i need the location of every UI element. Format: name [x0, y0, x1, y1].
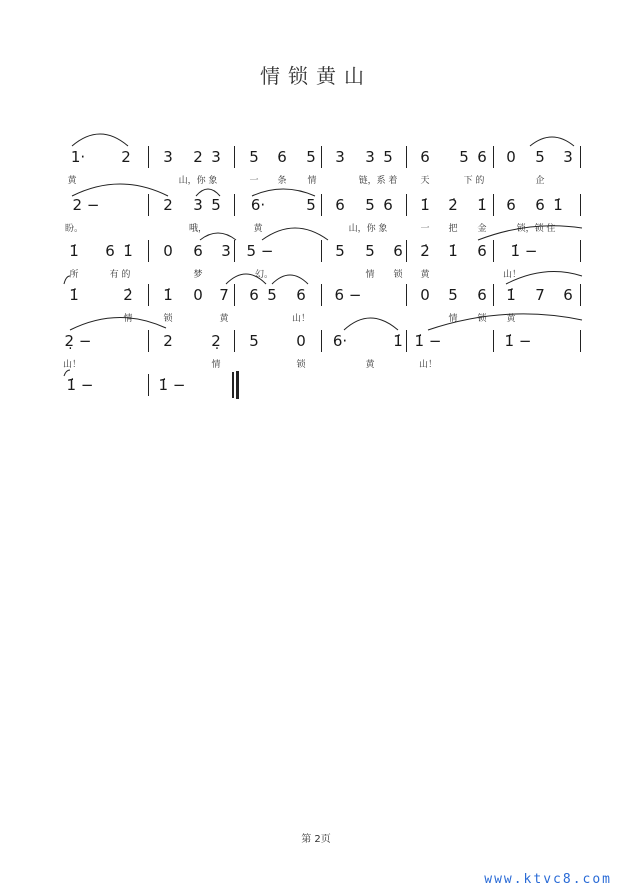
note: 6	[296, 286, 306, 304]
barline	[234, 240, 235, 262]
barline	[406, 194, 407, 216]
lyric: 企	[535, 176, 545, 186]
barline	[234, 330, 235, 352]
note: 1̇ −	[158, 376, 186, 394]
note: 2	[163, 196, 173, 214]
note: 3	[221, 242, 231, 260]
note-line	[68, 284, 584, 308]
note: 2 −	[72, 196, 100, 214]
lyric: 情	[211, 360, 221, 370]
lyric: 黄	[420, 270, 430, 280]
note: 1̇ −	[414, 332, 442, 350]
barline	[493, 194, 494, 216]
note: 1̇	[506, 286, 516, 304]
note: 1̇	[448, 242, 458, 260]
lyric: 黄	[253, 224, 263, 234]
score-row	[68, 374, 584, 426]
barline	[234, 146, 235, 168]
note: 7	[219, 286, 229, 304]
lyric: 幻。	[254, 270, 274, 280]
note: 5	[335, 242, 345, 260]
note: 1·	[70, 148, 86, 166]
note: 5	[306, 148, 316, 166]
note: 6	[193, 242, 203, 260]
barline	[321, 240, 322, 262]
score-row	[68, 284, 584, 336]
lyric: 一	[420, 224, 430, 234]
barline	[580, 146, 581, 168]
barline	[234, 194, 235, 216]
lyric: 情	[123, 314, 133, 324]
barline	[148, 284, 149, 306]
note: 6	[563, 286, 573, 304]
note: 5	[365, 242, 375, 260]
barline	[580, 240, 581, 262]
note: 0	[163, 242, 173, 260]
lyric: 黄	[365, 360, 375, 370]
score-row	[64, 194, 584, 246]
note: 2	[193, 148, 203, 166]
note: 6	[277, 148, 287, 166]
note: 5	[459, 148, 469, 166]
note: 2̣	[211, 332, 221, 350]
slur	[72, 134, 128, 146]
lyric: 黄	[219, 314, 229, 324]
note: 6	[477, 242, 487, 260]
note: 1̇	[420, 196, 430, 214]
note: 5	[365, 196, 375, 214]
note: 1̇ −	[66, 376, 94, 394]
barline	[232, 372, 234, 398]
note: 3	[365, 148, 375, 166]
barline	[148, 330, 149, 352]
note: 1̇ −	[510, 242, 538, 260]
note: 6	[477, 286, 487, 304]
lyric: 盼。	[64, 224, 84, 234]
lyric: 锁	[393, 270, 403, 280]
site-watermark: www.ktvc8.com	[484, 872, 612, 887]
lyric: 天	[420, 176, 430, 186]
lyric: 金	[477, 224, 487, 234]
note: 5	[249, 148, 259, 166]
note: 7	[535, 286, 545, 304]
lyric: 山，你 象	[178, 176, 218, 186]
note: 2̇	[448, 196, 458, 214]
lyric: 哦，	[188, 224, 208, 234]
slur	[530, 137, 574, 146]
note: 3	[193, 196, 203, 214]
note: 6·	[250, 196, 266, 214]
note-line	[64, 330, 584, 354]
lyric: 把	[448, 224, 458, 234]
barline	[234, 284, 235, 306]
lyric: 山！	[291, 314, 311, 324]
note: 1̇	[393, 332, 403, 350]
barline	[321, 146, 322, 168]
note: 3	[211, 148, 221, 166]
barline	[580, 330, 581, 352]
note: 1̇	[69, 286, 79, 304]
lyric: 情	[448, 314, 458, 324]
note: 6	[477, 148, 487, 166]
lyric: 山，你 象	[348, 224, 388, 234]
score-row	[68, 146, 584, 198]
lyric: 锁	[296, 360, 306, 370]
note: 5 −	[246, 242, 274, 260]
note-line	[68, 146, 584, 170]
barline	[236, 371, 239, 399]
barline	[493, 146, 494, 168]
note: 6	[535, 196, 545, 214]
note: 3	[163, 148, 173, 166]
lyric: 山！	[62, 360, 82, 370]
note: 1̇	[123, 242, 133, 260]
barline	[148, 146, 149, 168]
barline	[148, 194, 149, 216]
note: 6	[506, 196, 516, 214]
barline	[493, 330, 494, 352]
lyric: 有 的	[109, 270, 131, 280]
barline	[493, 240, 494, 262]
lyric: 锁	[477, 314, 487, 324]
barline	[580, 284, 581, 306]
barline	[321, 330, 322, 352]
note: 3	[563, 148, 573, 166]
barline	[148, 240, 149, 262]
note: 0	[296, 332, 306, 350]
lyric: 所	[69, 270, 79, 280]
note: 5	[535, 148, 545, 166]
note: 0	[193, 286, 203, 304]
note: 6	[249, 286, 259, 304]
note: 2̇	[123, 286, 133, 304]
barline	[406, 330, 407, 352]
note: 5	[267, 286, 277, 304]
song-title: 情锁黄山	[260, 64, 372, 88]
lyric: 山！	[502, 270, 522, 280]
lyric: 黄	[506, 314, 516, 324]
note: 2̣ −	[64, 332, 92, 350]
lyric: 锁	[163, 314, 173, 324]
lyric: 情	[307, 176, 317, 186]
lyric: 山！	[418, 360, 438, 370]
note: 6	[383, 196, 393, 214]
note: 1̇	[69, 242, 79, 260]
barline	[493, 284, 494, 306]
lyric: 梦	[193, 270, 203, 280]
barline	[406, 146, 407, 168]
note: 1̇	[477, 196, 487, 214]
note: 3	[335, 148, 345, 166]
barline	[148, 374, 149, 396]
page-number: 第 2页	[301, 834, 331, 845]
note: 6	[335, 196, 345, 214]
lyric: 情	[365, 270, 375, 280]
note: 6	[393, 242, 403, 260]
note: 5	[249, 332, 259, 350]
barline	[321, 194, 322, 216]
barline	[321, 284, 322, 306]
lyric: 链，系 着	[358, 176, 398, 186]
note: 6·	[332, 332, 348, 350]
note: 1̇	[553, 196, 563, 214]
note: 5	[211, 196, 221, 214]
note: 0	[506, 148, 516, 166]
lyric: 黄	[67, 176, 77, 186]
note: 1̇	[163, 286, 173, 304]
note: 5	[306, 196, 316, 214]
note: 6	[105, 242, 115, 260]
note: 6 −	[334, 286, 362, 304]
barline	[406, 284, 407, 306]
lyric: 锁，锁 住	[516, 224, 556, 234]
note-line	[68, 240, 584, 264]
note: 1̇ −	[504, 332, 532, 350]
lyric: 一	[249, 176, 259, 186]
note: 5	[383, 148, 393, 166]
note: 2̇	[420, 242, 430, 260]
note: 2	[163, 332, 173, 350]
barline	[580, 194, 581, 216]
note: 6	[420, 148, 430, 166]
barline	[406, 240, 407, 262]
lyric: 下 的	[463, 176, 485, 186]
note: 5	[448, 286, 458, 304]
lyric: 条	[277, 176, 287, 186]
note-line	[68, 374, 584, 398]
note: 0	[420, 286, 430, 304]
note-line	[68, 194, 584, 218]
note: 2	[121, 148, 131, 166]
